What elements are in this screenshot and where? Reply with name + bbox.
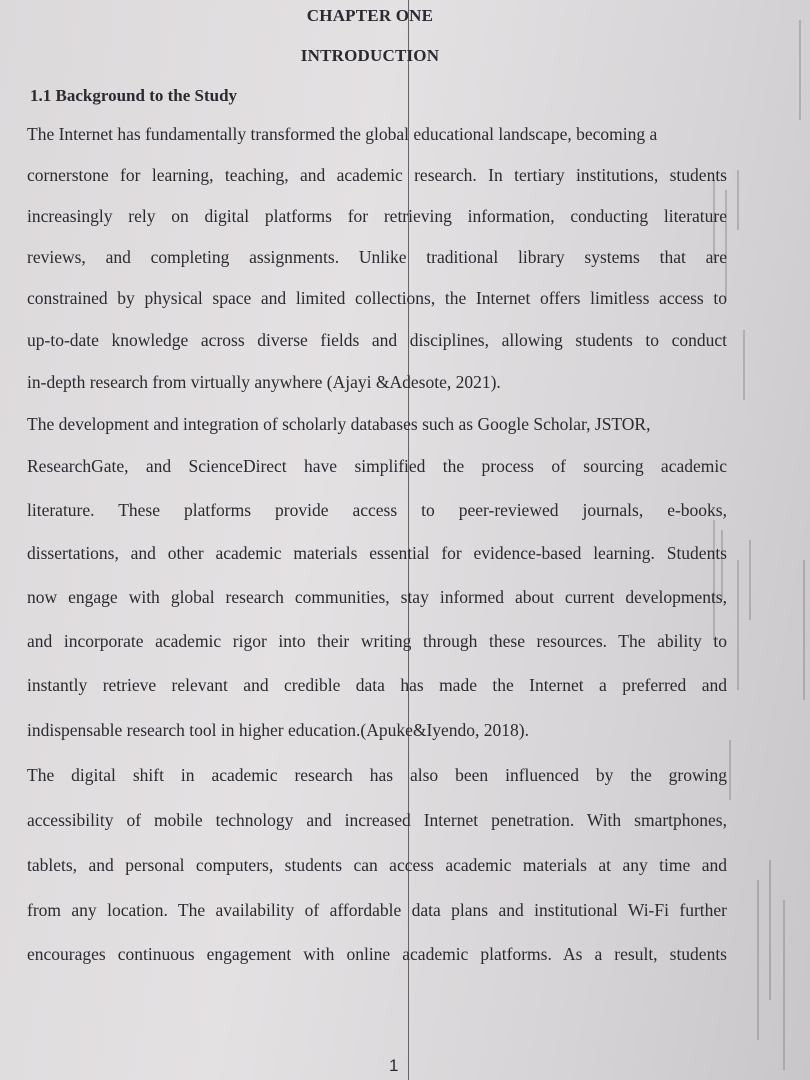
body-line: reviews, and completing assignments. Unlike traditional library systems that are bbox=[27, 247, 727, 267]
body-line: The digital shift in academic research has also been influenced by the growing bbox=[27, 765, 727, 785]
body-line: increasingly rely on digital platforms for retrieving information, conducting literature bbox=[27, 206, 727, 226]
body-line: and incorporate academic rigor into their writing through these resources. The ability to bbox=[27, 631, 727, 651]
body-line: The Internet has fundamentally transformed the global educational landscape, becoming a bbox=[27, 124, 658, 144]
body-line: accessibility of mobile technology and increased Internet penetration. With smartphones, bbox=[27, 810, 727, 830]
body-line: up-to-date knowledge across diverse fields and disciplines, allowing students to conduct bbox=[27, 330, 727, 350]
body-line: in-depth research from virtually anywhere (Ajayi &Adesote, 2021). bbox=[27, 372, 501, 392]
body-line: ResearchGate, and ScienceDirect have simplified the process of sourcing academic bbox=[27, 456, 727, 476]
body-line: The development and integration of scholarly databases such as Google Scholar, JSTOR, bbox=[27, 414, 651, 434]
page-number: 1 bbox=[389, 1056, 399, 1075]
body-line: dissertations, and other academic materials essential for evidence-based learning. Students bbox=[27, 543, 727, 563]
body-line: instantly retrieve relevant and credible data has made the Internet a preferred and bbox=[27, 675, 727, 695]
body-line: constrained by physical space and limited collections, the Internet offers limitless access to bbox=[27, 288, 727, 308]
body-line: tablets, and personal computers, students can access academic materials at any time and bbox=[27, 855, 727, 875]
body-line: now engage with global research communities, stay informed about current developments, bbox=[27, 587, 727, 607]
body-line: indispensable research tool in higher education.(Apuke&Iyendo, 2018). bbox=[27, 720, 530, 740]
section-title: INTRODUCTION bbox=[300, 46, 440, 65]
subheading: 1.1 Background to the Study bbox=[30, 86, 238, 105]
body-line: encourages continuous engagement with online academic platforms. As a result, students bbox=[27, 944, 727, 964]
body-line: from any location. The availability of affordable data plans and institutional Wi-Fi further bbox=[27, 900, 727, 920]
chapter-label: CHAPTER ONE bbox=[306, 6, 434, 25]
body-line: literature. These platforms provide access to peer-reviewed journals, e-books, bbox=[27, 500, 727, 520]
body-line: cornerstone for learning, teaching, and academic research. In tertiary institutions, students bbox=[27, 165, 727, 185]
